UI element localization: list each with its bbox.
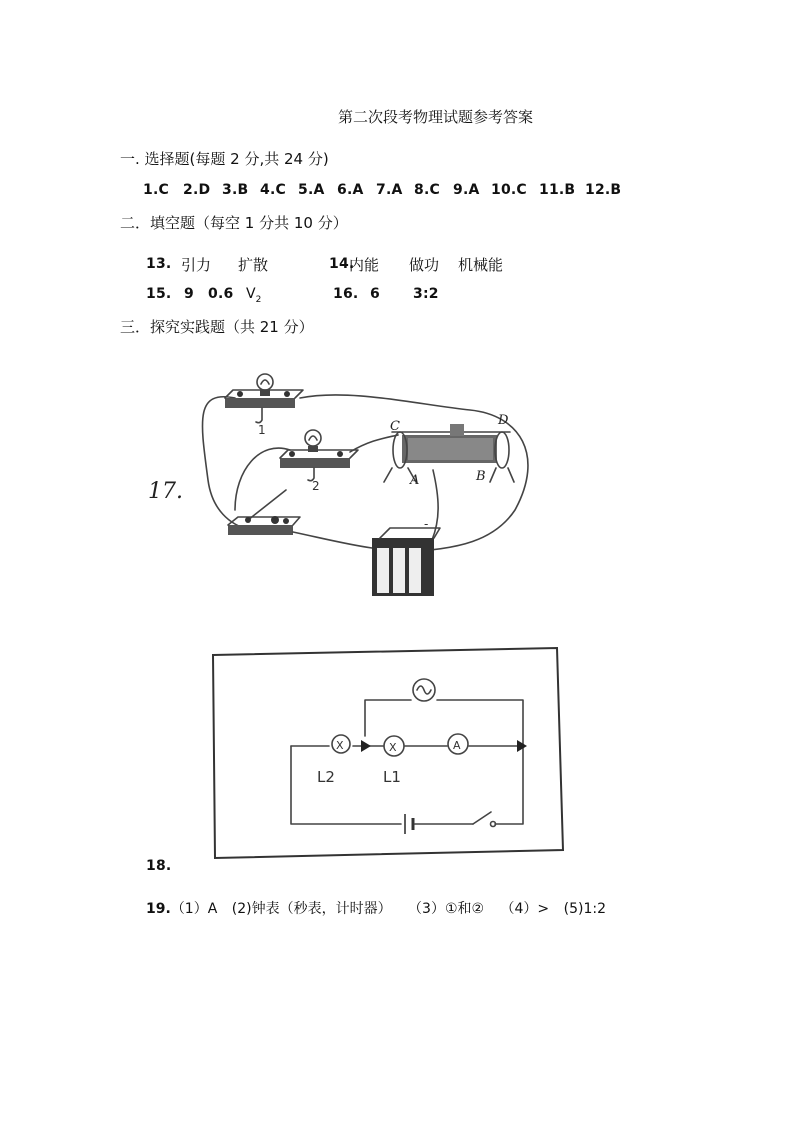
knife-switch [228,490,300,535]
question-14-number: 14. [329,256,355,272]
question-19-part-3: （3）①和② [408,901,485,917]
question-13-answer-1: 引力 [181,256,212,274]
question-17-number: 17. [148,479,183,504]
terminal-c-label: C [390,419,400,434]
lamp-l1-mark: X [389,741,397,754]
answer-item: 8.C [414,182,440,198]
terminal-d-label: D [498,413,509,428]
question-15-number: 15. [146,286,172,302]
lamp-2-label: 2 [312,479,320,493]
voltmeter-symbol [413,679,435,701]
question-19-part-1: （1）A [170,901,218,917]
question-15-answer-3: $V_2$ [246,286,262,305]
circuit-sketch-17 [140,360,560,605]
terminal-a-label: A [410,473,420,488]
answer-item: 5.A [298,182,325,198]
answer-item: 2.D [183,182,211,198]
question-19-part-4: （4）> [500,901,550,917]
lamp-l1-label: L1 [383,768,401,786]
ammeter-mark: A [453,739,461,752]
question-19-part-2: (2)钟表（秒表，计时器） [231,901,392,917]
battery-pack [372,517,440,596]
terminal-b-label: B [476,469,486,484]
question-19-line [146,898,606,918]
question-14-answer-1: 内能 [349,256,380,274]
answer-item: 10.C [491,182,527,198]
question-13-answer-2: 扩散 [238,256,269,274]
section-2-heading: 二．填空题（每空 1 分共 10 分） [120,214,348,232]
answer-item: 4.C [260,182,286,198]
lamp-l2-mark: X [336,739,344,752]
question-18-number: 18. [146,858,172,874]
lamp-l1-symbol [383,736,404,786]
section-1-heading: 一. 选择题(每题 2 分,共 24 分) [120,150,329,168]
voltmeter-mark: V [205,640,206,641]
question-13-number: 13. [146,256,172,272]
question-16-answer-1: 6 [370,286,380,302]
answer-item: 11.B [539,182,576,198]
answer-item: 12.B [585,182,622,198]
ammeter-symbol [448,734,468,754]
answer-item: 9.A [453,182,480,198]
sliding-rheostat [384,413,514,488]
question-14-answer-3: 机械能 [458,256,504,274]
battery-minus-label: - [424,517,429,531]
page-title: 第二次段考物理试题参考答案 [338,108,534,126]
answer-item: 3.B [222,182,249,198]
lamp-l2-symbol [317,735,350,786]
question-19-part-5: (5)1:2 [563,901,606,917]
lamp-l2-label: L2 [317,768,335,786]
lamp-2 [280,430,358,493]
lamp-1-label: 1 [258,423,266,437]
answer-item: 7.A [376,182,403,198]
question-15-answer-1: 9 [184,286,194,302]
circuit-diagram-18 [205,640,575,865]
lamp-1 [225,374,303,437]
question-16-number: 16. [333,286,359,302]
question-19-number: 19. [146,901,171,917]
answer-item: 1.C [143,182,169,198]
question-16-answer-2: 3:2 [413,286,439,302]
section-3-heading: 三．探究实践题（共 21 分） [120,318,314,336]
question-15-answer-2: 0.6 [208,286,234,302]
question-14-answer-2: 做功 [409,256,440,274]
answer-item: 6.A [337,182,364,198]
